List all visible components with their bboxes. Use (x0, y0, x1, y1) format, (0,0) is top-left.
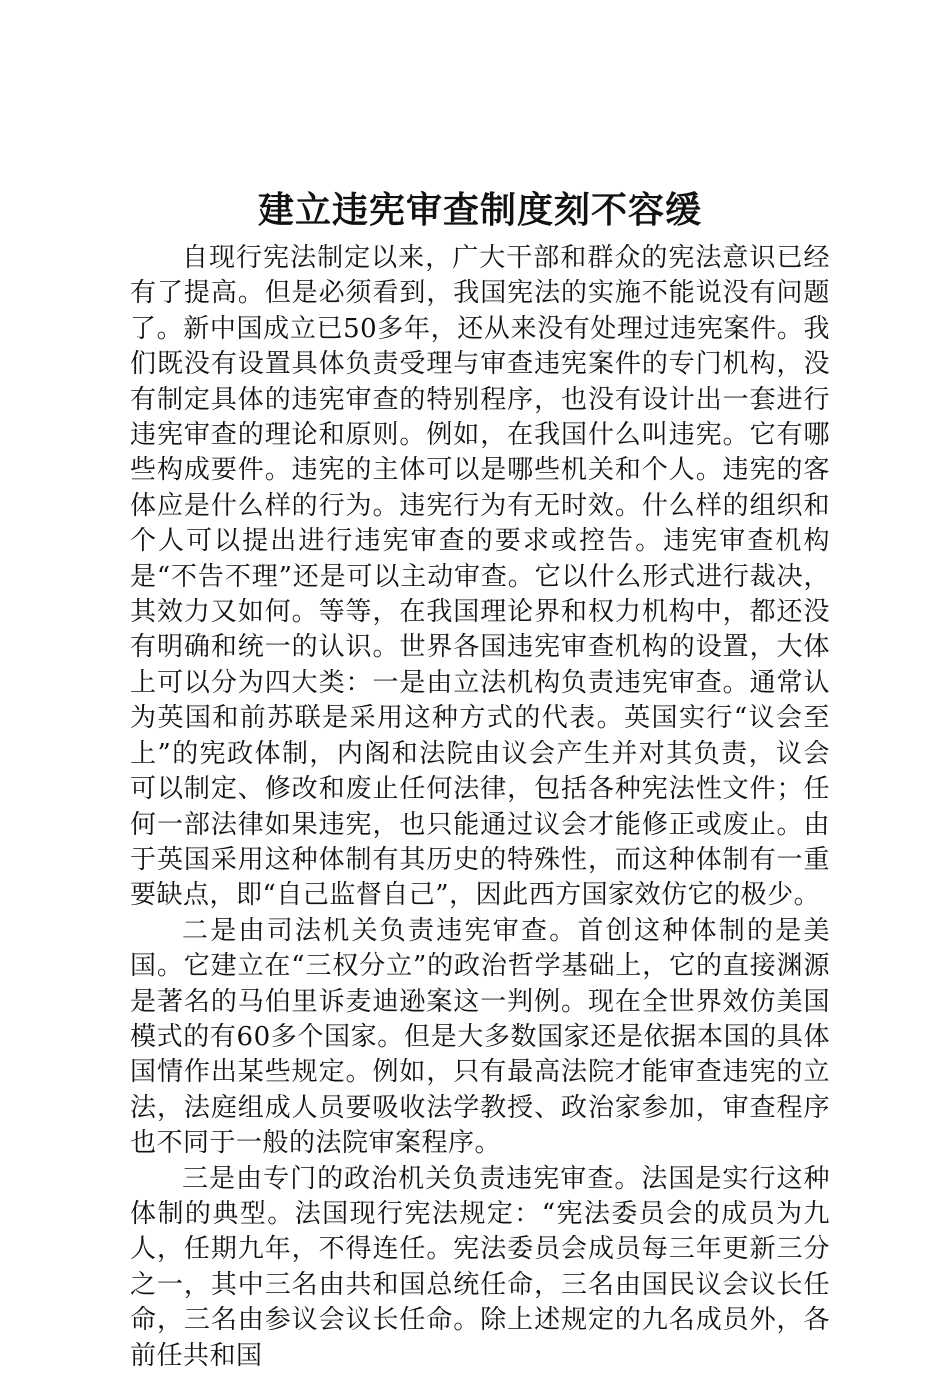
paragraph-1: 自现行宪法制定以来，广大干部和群众的宪法意识已经有了提高。但是必须看到，我国宪法的实施不能说没有问题了。新中国成立已50多年，还从来没有处理过违宪案件。我们既没有设置具体负责受理与审查违宪案件的专门机构，没有制定具体的违宪审查的特别程序，也没有设计出一套进行违宪审查的理论和原则。例如，在我国什么叫违宪。它有哪些构成要件。违宪的主体可以是哪些机关和个人。违宪的客体应是什么样的行为。违宪行为有无时效。什么样的组织和个人可以提出进行违宪审查的要求或控告。违宪审查机构是“不告不理”还是可以主动审查。它以什么形式进行裁决，其效力又如何。等等，在我国理论界和权力机构中，都还没有明确和统一的认识。世界各国违宪审查机构的设置，大体上可以分为四大类：一是由立法机构负责违宪审查。通常认为英国和前苏联是采用这种方式的代表。英国实行“议会至上”的宪政体制，内阁和法院由议会产生并对其负责，议会可以制定、修改和废止任何法律，包括各种宪法性文件；任何一部法律如果违宪，也只能通过议会才能修正或废止。由于英国采用这种体制有其历史的特殊性，而这种体制有一重要缺点，即“自己监督自己”，因此西方国家效仿它的极少。 (130, 243, 830, 911)
paragraph-2: 二是由司法机关负责违宪审查。首创这种体制的是美国。它建立在“三权分立”的政治哲学基础上，它的直接渊源是著名的马伯里诉麦迪逊案这一判例。现在全世界效仿美国模式的有60多个国家。但是大多数国家还是依据本国的具体国情作出某些规定。例如，只有最高法院才能审查违宪的立法，法庭组成人员要吸收法学教授、政治家参加，审查程序也不同于一般的法院审案程序。 (130, 915, 830, 1159)
document-title: 建立违宪审查制度刻不容缓 (257, 189, 702, 231)
paragraph-3: 三是由专门的政治机关负责违宪审查。法国是实行这种体制的典型。法国现行宪法规定：“宪法委员会的成员为九人，任期九年，不得连任。宪法委员会成员每三年更新三分之一，其中三名由共和国总统任命，三名由国民议会议长任命，三名由参议会议长任命。除上述规定的九名成员外，各前任共和国 (130, 1163, 830, 1371)
document-page (130, 185, 830, 1374)
